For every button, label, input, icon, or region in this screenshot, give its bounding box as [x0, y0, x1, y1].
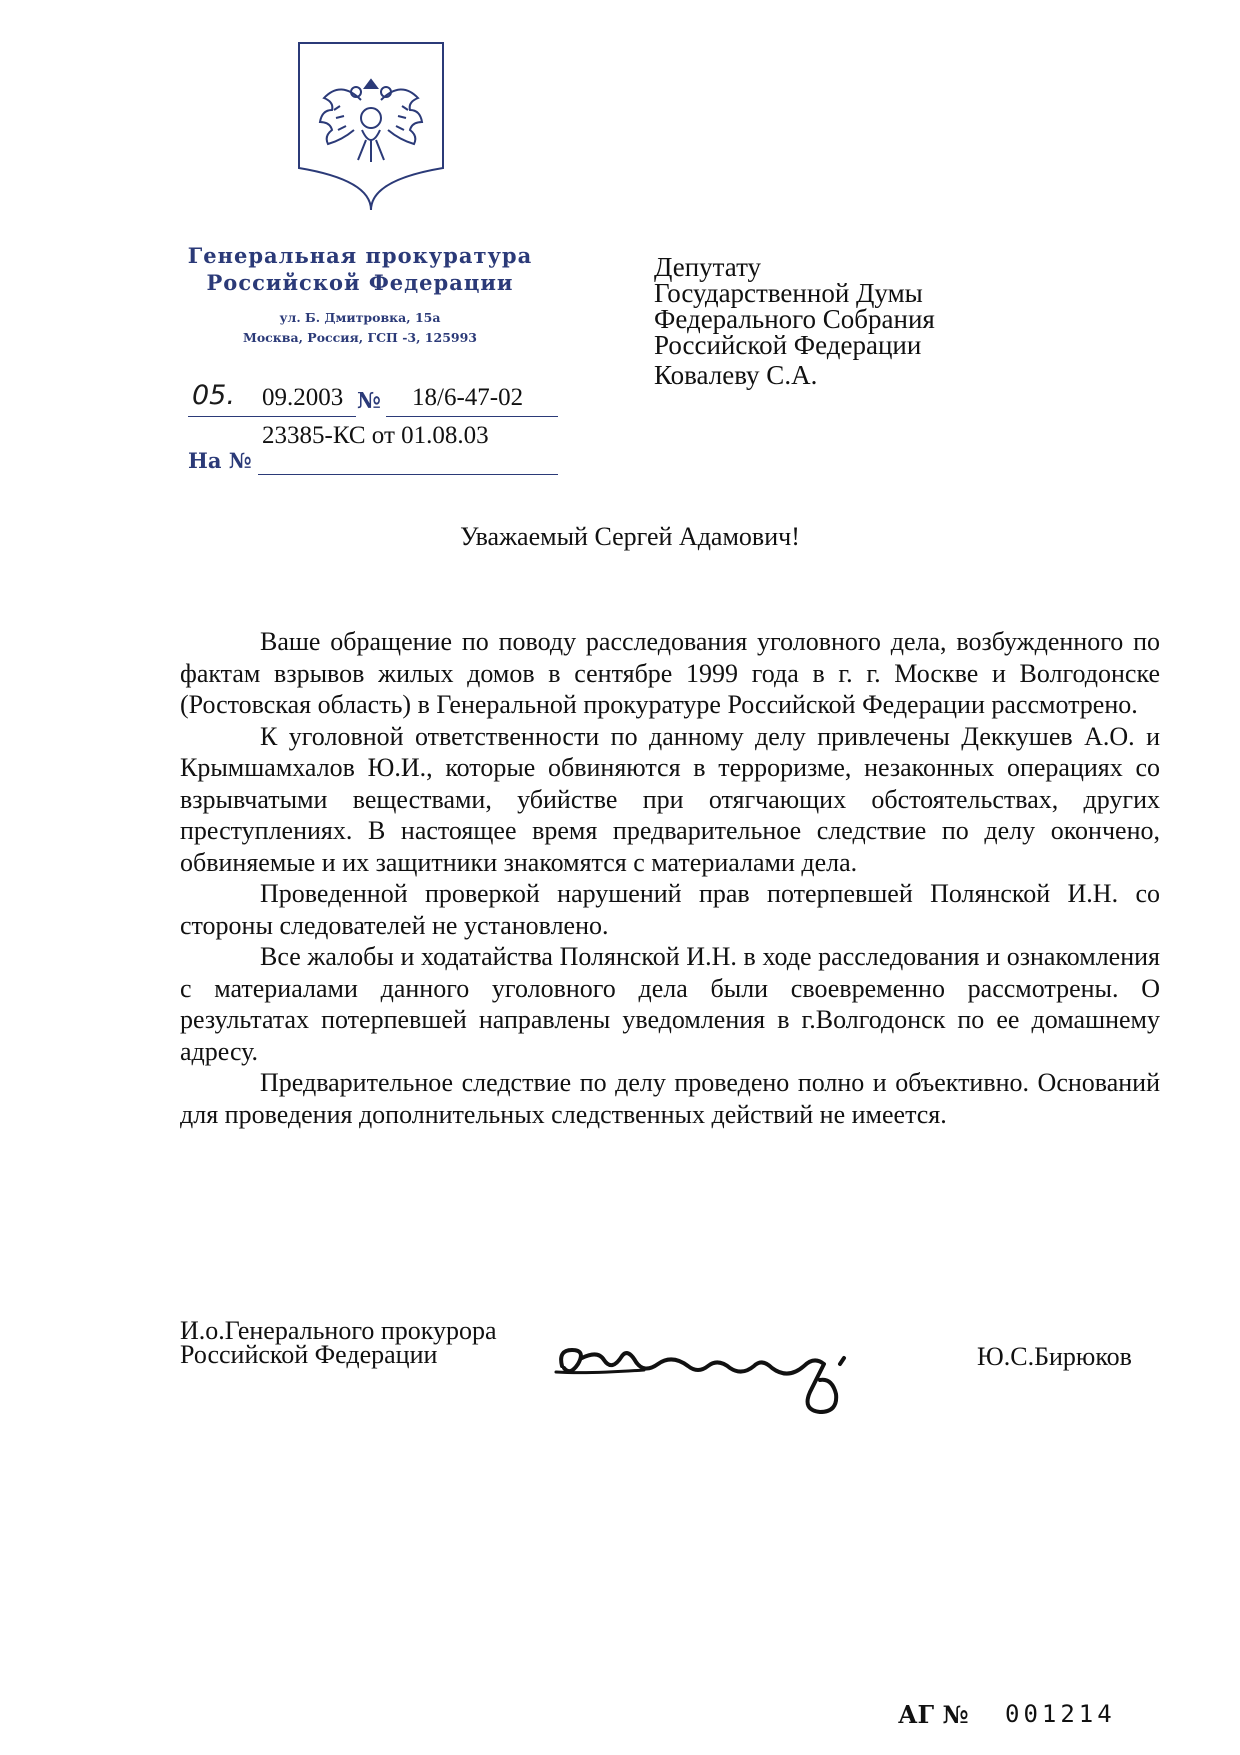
signature-icon — [548, 1320, 928, 1420]
body-paragraph: К уголовной ответственности по данному делу привлечены Деккушев А.О. и Крымшамхалов Ю.И., которые обвиняются в терроризме, незаконных операциях со взрывчатыми веществами, убийстве при отягчающих обстоятельствах, других преступлениях. В настоящее время предварительное следствие по делу окончено, обвиняемые и их защитники знакомятся с материалами дела. — [180, 721, 1160, 877]
org-address-line1: ул. Б. Дмитровка, 15а — [279, 310, 441, 325]
reference-underline — [258, 474, 558, 475]
signatory-title-line2: Российской Федерации — [180, 1340, 438, 1369]
form-series-label: АГ № — [898, 1700, 969, 1729]
org-name-line1: Генеральная прокуратура — [187, 243, 533, 268]
form-serial-number: 001214 — [1005, 1700, 1116, 1728]
org-address-line2: Москва, Россия, ГСП -3, 125993 — [243, 330, 477, 345]
body-paragraph: Все жалобы и ходатайства Полянской И.Н. в ходе расследования и ознакомления с материалами данного уголовного дела были своевременно рассмотрены. О результатах потерпевшей направлены уведомления в г.Волгодонск по ее домашнему адресу. — [180, 942, 1160, 1066]
recipient-line4: Российской Федерации — [654, 330, 922, 360]
signatory-name: Ю.С.Бирюков — [977, 1342, 1132, 1371]
org-name-line2: Российской Федерации — [206, 270, 514, 295]
body-paragraph: Проведенной проверкой нарушений прав потерпевшей Полянской И.Н. со стороны следователей не установлено. — [180, 879, 1160, 940]
date-day-handwritten: 05. — [192, 380, 235, 411]
recipient-line3: Федерального Собрания — [654, 304, 935, 334]
outgoing-number: 18/6-47-02 — [412, 384, 524, 411]
body-paragraph: Ваше обращение по поводу расследования уголовного дела, возбужденного по фактам взрывов жилых домов в сентябре 1999 года в г. г. Москве и Волгодонске (Ростовская область) в Генеральной прокуратуре Российской Федерации рассмотрено. — [180, 627, 1160, 719]
number-label: № — [357, 388, 381, 414]
signatory-title-line1: И.о.Генерального прокурора — [180, 1316, 497, 1345]
reference-number: 23385-КС от 01.08.03 — [262, 422, 489, 449]
coat-of-arms-icon — [296, 40, 446, 212]
reference-label: На № — [188, 448, 252, 473]
recipient-line2: Государственной Думы — [654, 278, 923, 308]
body-paragraph: Предварительное следствие по делу проведено полно и объективно. Оснований для проведения дополнительных следственных действий не имеется. — [180, 1068, 1160, 1129]
recipient-name: Ковалеву С.А. — [654, 360, 818, 390]
date-underline — [188, 416, 356, 417]
date-month-year: 09.2003 — [262, 384, 344, 411]
salutation: Уважаемый Сергей Адамович! — [460, 522, 800, 551]
letter-body — [180, 626, 1160, 1130]
number-underline — [386, 416, 558, 417]
recipient-line1: Депутату — [654, 252, 762, 282]
